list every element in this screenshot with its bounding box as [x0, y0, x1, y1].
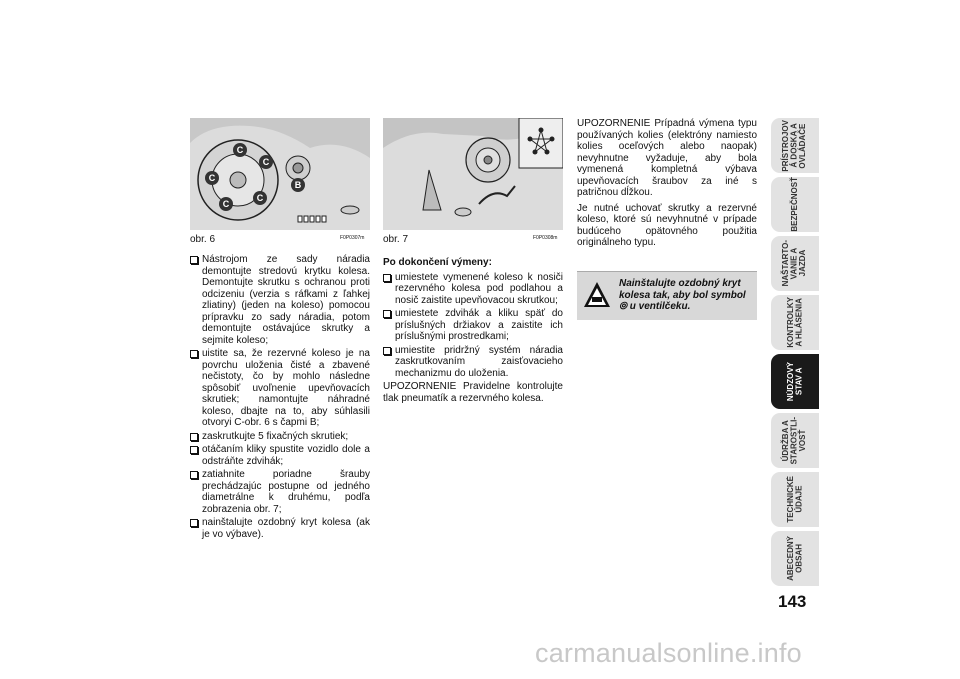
- figure-6-caption: obr. 6: [190, 234, 216, 245]
- note-paragraph-2: Je nutné uchovať skrutky a rezervné koleso, ktoré sú nevyhnutné v prípade budúceho opätovného použitia originálneho typu.: [577, 202, 757, 248]
- label-c-2: C: [262, 157, 270, 167]
- note-paragraph-1: UPOZORNENIE Prípadná výmena typu používaných kolies (elektróny namiesto kolies oceľových alebo naopak) nevyhnutne vyžaduje, aby bola vymenená kompletná výbava upevňovacích šraubov za iné s patričnou dĺžkou.: [577, 118, 757, 198]
- left-column: [190, 254, 370, 542]
- figure-7-code: F0P0308m: [533, 235, 558, 241]
- label-c-1: C: [236, 145, 244, 155]
- figure-7-caption: obr. 7: [383, 234, 409, 245]
- right-column: [577, 118, 757, 251]
- tab-bezpecnost[interactable]: BEZPEČNOSŤ: [771, 177, 819, 232]
- warning-text: Nainštalujte ozdobný kryt kolesa tak, aby bol symbol ⦾ u ventilčeku.: [619, 278, 746, 312]
- label-c-4: C: [222, 199, 230, 209]
- note-paragraph: UPOZORNENIE Pravidelne kontrolujte tlak pneumatík a rezervného kolesa.: [383, 381, 563, 404]
- list-item: umiestete vymenené koleso k nosiči rezervného kolesa pod podlahou a nosič zaistite upevňovacou skrutkou;: [383, 272, 563, 307]
- page-number-display: 143: [778, 592, 807, 611]
- figure-6-illustration: [190, 118, 370, 230]
- label-c-5: C: [256, 193, 264, 203]
- tab-nudzovy-stav[interactable]: NÚDZOVÝ STAV A: [771, 354, 819, 409]
- tab-udrzba[interactable]: ÚDRŽBA A STAROSTLI- VOSŤ: [771, 413, 819, 468]
- tab-abecedny-obsah[interactable]: ABECEDNÝ OBSAH: [771, 531, 819, 586]
- list-item: umiestete zdvihák a kliku späť do príslušných držiakov a zaistite ich príslušnými prostredkami;: [383, 308, 563, 343]
- figure-7-illustration: [383, 118, 563, 230]
- watermark: carmanualsonline.info: [535, 638, 802, 668]
- tab-technicke-udaje[interactable]: TECHNICKÉ ÚDAJE: [771, 472, 819, 527]
- label-c-3: C: [208, 173, 216, 183]
- list-item: uistite sa, že rezervné koleso je na povrchu uloženia čisté a zbavené nečistoty, čo by mohlo následne spôsobiť uvoľnenie upevňovacích skrutiek; namontujte náhradné koleso, dbajte na to, aby súhlasili otvoryi C-obr. 6 s čapmi B;: [190, 348, 370, 429]
- section-heading: Po dokončení výmeny:: [383, 257, 492, 268]
- list-item: zaskrutkujte 5 fixačných skrutiek;: [190, 431, 370, 443]
- middle-column: [383, 257, 563, 406]
- tab-kontrolky[interactable]: KONTROLKY A HLÁSENIA: [771, 295, 819, 350]
- label-b: B: [294, 180, 302, 190]
- warning-triangle-icon: [582, 280, 612, 310]
- figure-6-code: F0P0307m: [340, 235, 365, 241]
- list-item: umiestite pridržný systém náradia zaskrutkovaním zaisťovacieho mechanizmu do uloženia.: [383, 345, 563, 380]
- list-item: otáčaním kliky spustite vozidlo dole a odstráňte zdvihák;: [190, 444, 370, 467]
- list-item: Nástrojom ze sady náradia demontujte stredovú krytku kolesa. Demontujte skrutku s ochranou proti odcizeniu (verzia s ráfkami z ľahkej zliatiny) (jeden na koleso) pomocou prípravku zo sady náradia, potom demontujte ostávajúce skrutky a sejmite koleso;: [190, 254, 370, 346]
- list-item: nainštalujte ozdobný kryt kolesa (ak je vo výbave).: [190, 517, 370, 540]
- tab-pristrojova-doska[interactable]: PRÍSTROJOV Á DOSKA A OVLÁDAČE: [771, 118, 819, 173]
- warning-box: [577, 271, 757, 320]
- tab-nastartovanie[interactable]: NAŠTARTO- VANIE A JAZDA: [771, 236, 819, 291]
- list-item: zatiahnite poriadne šrauby prechádzajúc postupne od jedného diametrálne k druhému, podľa zobrazenia obr. 7;: [190, 469, 370, 515]
